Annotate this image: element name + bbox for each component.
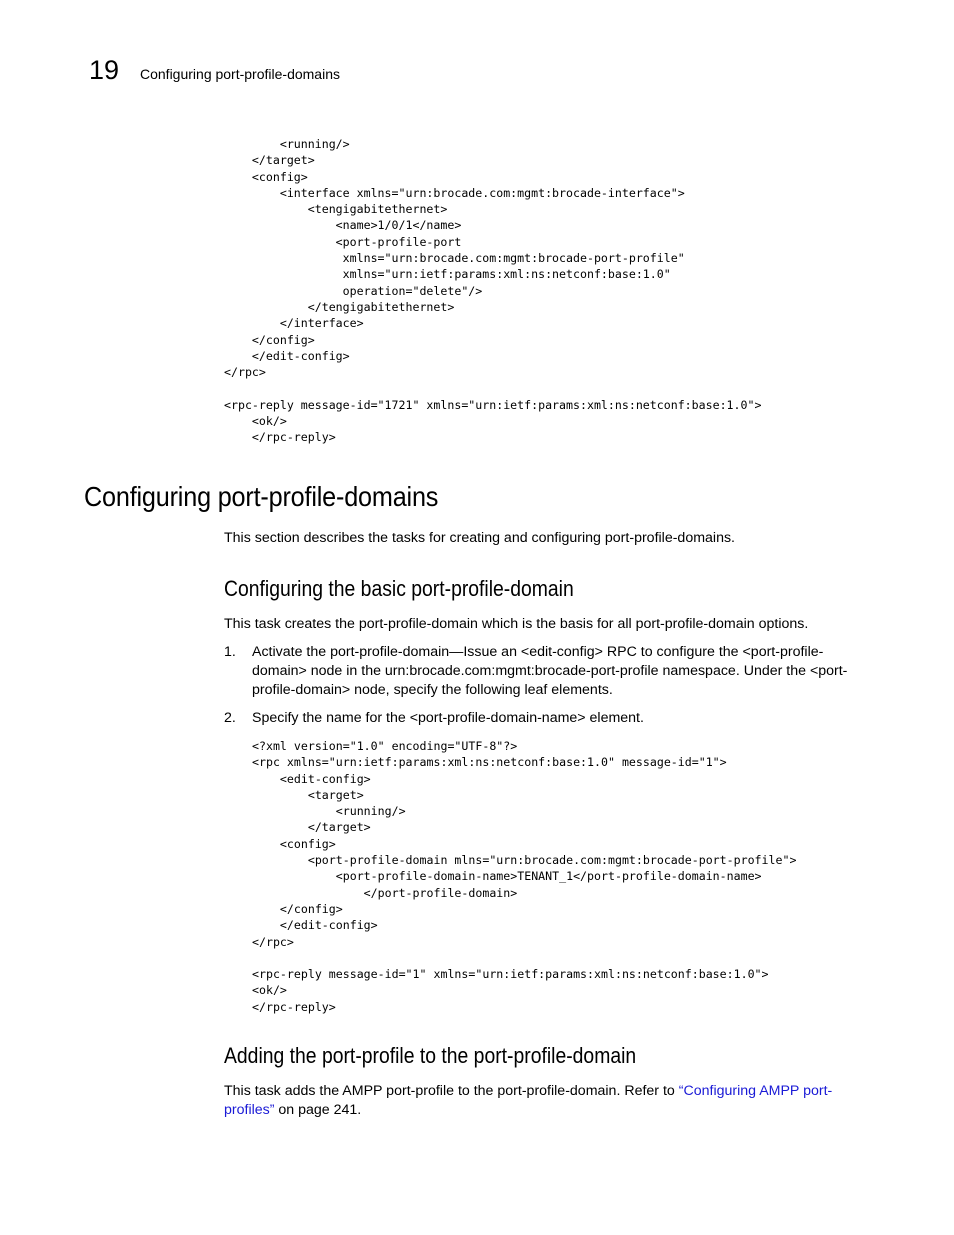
step-number: 1. xyxy=(224,644,236,660)
subsection-body-add-profile xyxy=(224,1082,844,1120)
section-intro: This section describes the tasks for creating and configuring port-profile-domains. xyxy=(224,530,735,546)
code-block-rpc-delete: <running/> </target> <config> <interface xmlns="urn:brocade.com:mgmt:brocade-interface"> <tengigabitethernet> <name>1/0/1</name> <port-profile-port xmlns="urn:brocade.com:mgmt:brocade-port-profile" xmlns="urn:ietf:params:xml:ns:netconf:base:1.0" operation="delete"/> </tengigabitethernet> </interface> </config> </edit-config> </rpc> <rpc-reply message-id="1721" xmlns="urn:ietf:params:xml:ns:netconf:base:1.0"> <ok/> </rpc-reply> xyxy=(224,137,762,445)
body-text: This task adds the AMPP port-profile to the port-profile-domain. Refer to xyxy=(224,1083,679,1099)
subsection-title-add-profile: Adding the port-profile to the port-profile-domain xyxy=(224,1043,637,1068)
section-title: Configuring port-profile-domains xyxy=(84,481,439,512)
step-text: Specify the name for the <port-profile-domain-name> element. xyxy=(252,710,644,726)
body-text: on page 241. xyxy=(274,1102,362,1118)
step-number: 2. xyxy=(224,710,236,726)
code-block-rpc-domain-create: <?xml version="1.0" encoding="UTF-8"?> <rpc xmlns="urn:ietf:params:xml:ns:netconf:base:1.0" message-id="1"> <edit-config> <target> <running/> </target> <config> <port-profile-domain mlns="urn:brocade.com:mgmt:brocade-port-profile"> <port-profile-domain-name>TENANT_1</port-profile-domain-name> </port-profile-domain> </config> </edit-config> </rpc> <rpc-reply message-id="1" xmlns="urn:ietf:params:xml:ns:netconf:base:1.0"> <ok/> </rpc-reply> xyxy=(252,739,797,1014)
subsection-intro-basic-domain: This task creates the port-profile-domain which is the basis for all port-profile-domain options. xyxy=(224,616,809,632)
step-text: Activate the port-profile-domain—Issue an <edit-config> RPC to configure the <port-profile-domain> node in the urn:brocade.com:mgmt:brocade-port-profile namespace. Under the <port-profile-domain> node, specify the following leaf elements. xyxy=(252,644,848,698)
running-header-title: Configuring port-profile-domains xyxy=(140,66,340,82)
chapter-number: 19 xyxy=(89,55,120,85)
cross-reference-link[interactable]: “Configuring AMPP port-profiles” xyxy=(224,1083,833,1118)
subsection-title-basic-domain: Configuring the basic port-profile-domain xyxy=(224,576,574,601)
